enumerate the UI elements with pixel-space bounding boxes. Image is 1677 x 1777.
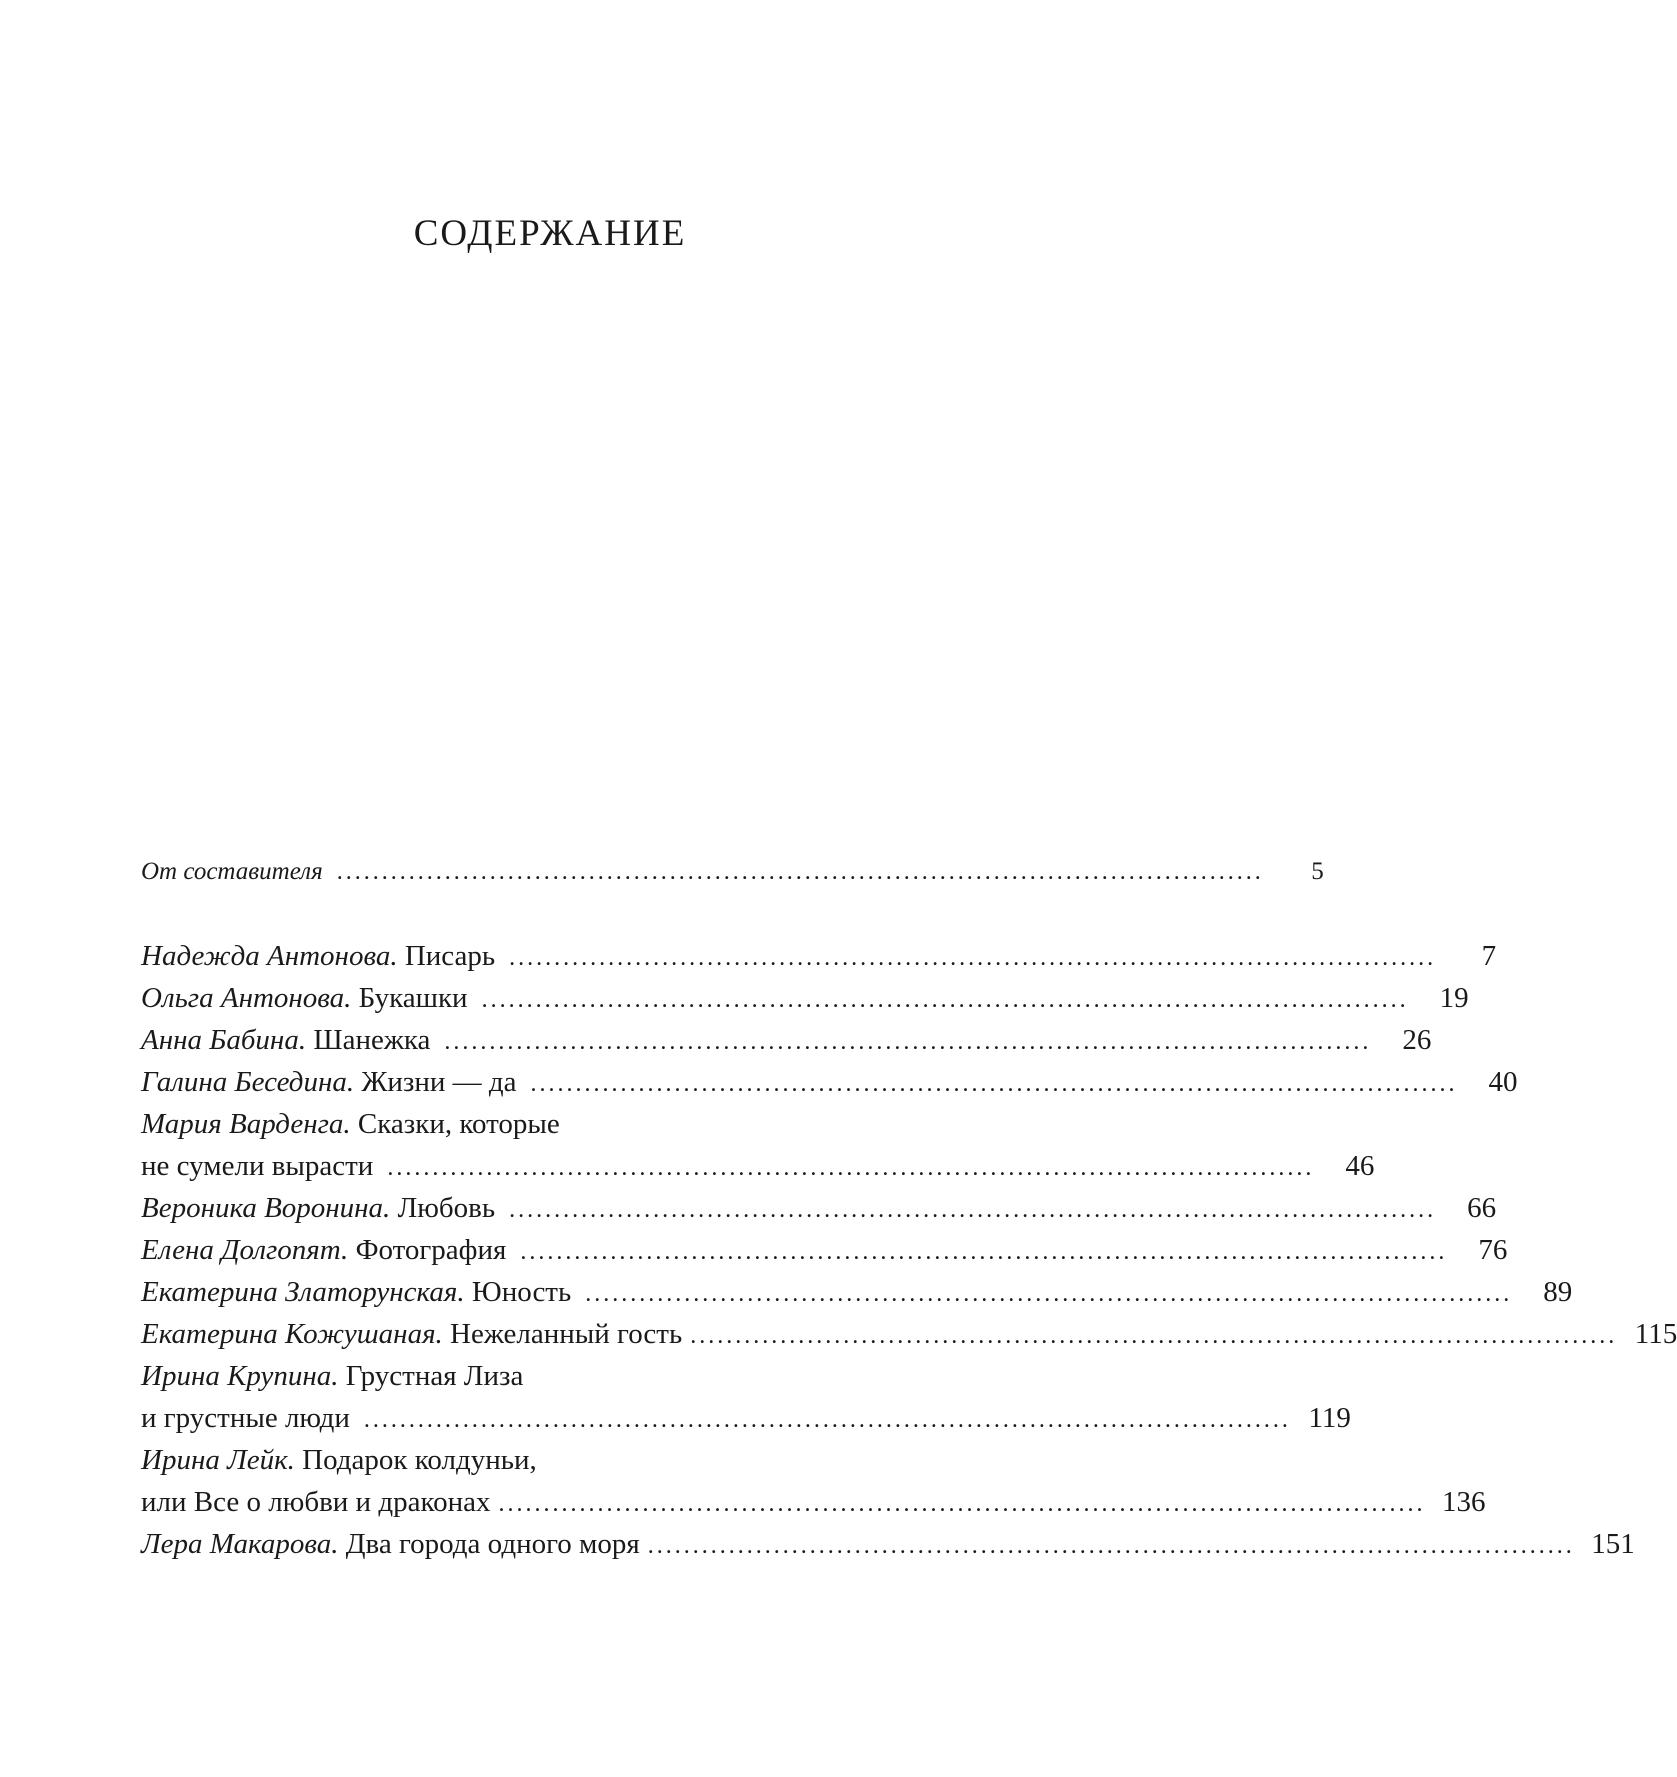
entry-title: Букашки (358, 982, 468, 1014)
dot-leader: ....................................................................................................... (647, 1533, 1575, 1559)
dot-leader: ....................................................................................................... (336, 859, 1264, 885)
entry-title: Жизни — да (361, 1066, 517, 1098)
toc-row (141, 1187, 1497, 1229)
entry-author: Надежда Антонова. (141, 940, 398, 972)
dot-leader: ....................................................................................................... (363, 1407, 1291, 1433)
entry-author: Елена Долгопят. (141, 1234, 349, 1266)
toc-row (141, 1271, 1573, 1313)
entry-title: Фотография (355, 1234, 507, 1266)
toc-row (141, 1313, 1677, 1355)
page-number: 119 (1308, 1402, 1351, 1434)
toc-row-continuation (141, 1481, 1486, 1523)
entry-title-continuation: не сумели вырасти (141, 1150, 374, 1182)
page-number: 19 (1439, 982, 1469, 1014)
entry-title: Юность (471, 1276, 572, 1308)
entry-author: Ирина Крупина. (141, 1360, 339, 1392)
dot-leader: ....................................................................................................... (509, 945, 1437, 971)
toc-row-continuation (141, 1397, 1351, 1439)
intro-label: От составителя (141, 858, 323, 885)
dot-leader: ....................................................................................................... (481, 987, 1409, 1013)
page-number: 151 (1591, 1528, 1635, 1560)
toc-row-continuation (141, 1145, 1375, 1187)
page-number: 40 (1488, 1066, 1518, 1098)
entry-author: Екатерина Кожушаная. (141, 1318, 443, 1350)
entry-title: Грустная Лиза (345, 1360, 524, 1392)
page-number: 136 (1441, 1486, 1486, 1518)
dot-leader: ....................................................................................................... (530, 1071, 1458, 1097)
page-number: 76 (1478, 1234, 1508, 1266)
entry-title: Любовь (397, 1192, 496, 1224)
page-number: 5 (1311, 858, 1324, 885)
toc-row (141, 977, 1469, 1019)
entry-title: Два города одного моря (345, 1528, 640, 1560)
page-number: 66 (1467, 1192, 1497, 1224)
toc-row (141, 1355, 877, 1397)
dot-leader: ....................................................................................................... (585, 1281, 1513, 1307)
toc-row (141, 1523, 1635, 1565)
toc-row (141, 1439, 877, 1481)
dot-leader: ....................................................................................................... (520, 1239, 1448, 1265)
entry-author: Екатерина Златорунская. (141, 1276, 465, 1308)
dot-leader: ....................................................................................................... (509, 1197, 1437, 1223)
entry-author: Мария Варденга. (141, 1108, 351, 1140)
entry-title-continuation: и грустные люди (141, 1402, 350, 1434)
toc-row (141, 1019, 1432, 1061)
page-number: 115 (1634, 1318, 1677, 1350)
entry-author: Анна Бабина. (141, 1024, 307, 1056)
entry-title: Сказки, которые (357, 1108, 560, 1140)
entry-author: Галина Беседина. (141, 1066, 355, 1098)
entry-author: Ирина Лейк. (141, 1444, 295, 1476)
toc-row (141, 935, 1497, 977)
toc-row (141, 1061, 1518, 1103)
entry-author: Вероника Воронина. (141, 1192, 391, 1224)
toc-row (141, 1103, 877, 1145)
entry-title: Подарок колдуньи, (302, 1444, 537, 1476)
entry-title: Писарь (404, 940, 496, 972)
entry-author: Лера Макарова. (141, 1528, 339, 1560)
page-number: 26 (1402, 1024, 1432, 1056)
toc-row (141, 1229, 1508, 1271)
page-number: 89 (1543, 1276, 1573, 1308)
entry-author: Ольга Антонова. (141, 982, 352, 1014)
dot-leader: ....................................................................................................... (498, 1491, 1426, 1517)
toc-row-intro (141, 851, 1324, 893)
page-title: СОДЕРЖАНИЕ (413, 213, 687, 254)
entry-title: Нежеланный гость (450, 1318, 683, 1350)
dot-leader: ....................................................................................................... (690, 1323, 1618, 1349)
dot-leader: ....................................................................................................... (444, 1029, 1372, 1055)
dot-leader: ....................................................................................................... (387, 1155, 1315, 1181)
page-number: 46 (1345, 1150, 1375, 1182)
entry-title: Шанежка (313, 1024, 431, 1056)
page-number: 7 (1481, 940, 1497, 972)
entry-title-continuation: или Все о любви и драконах (141, 1486, 491, 1518)
